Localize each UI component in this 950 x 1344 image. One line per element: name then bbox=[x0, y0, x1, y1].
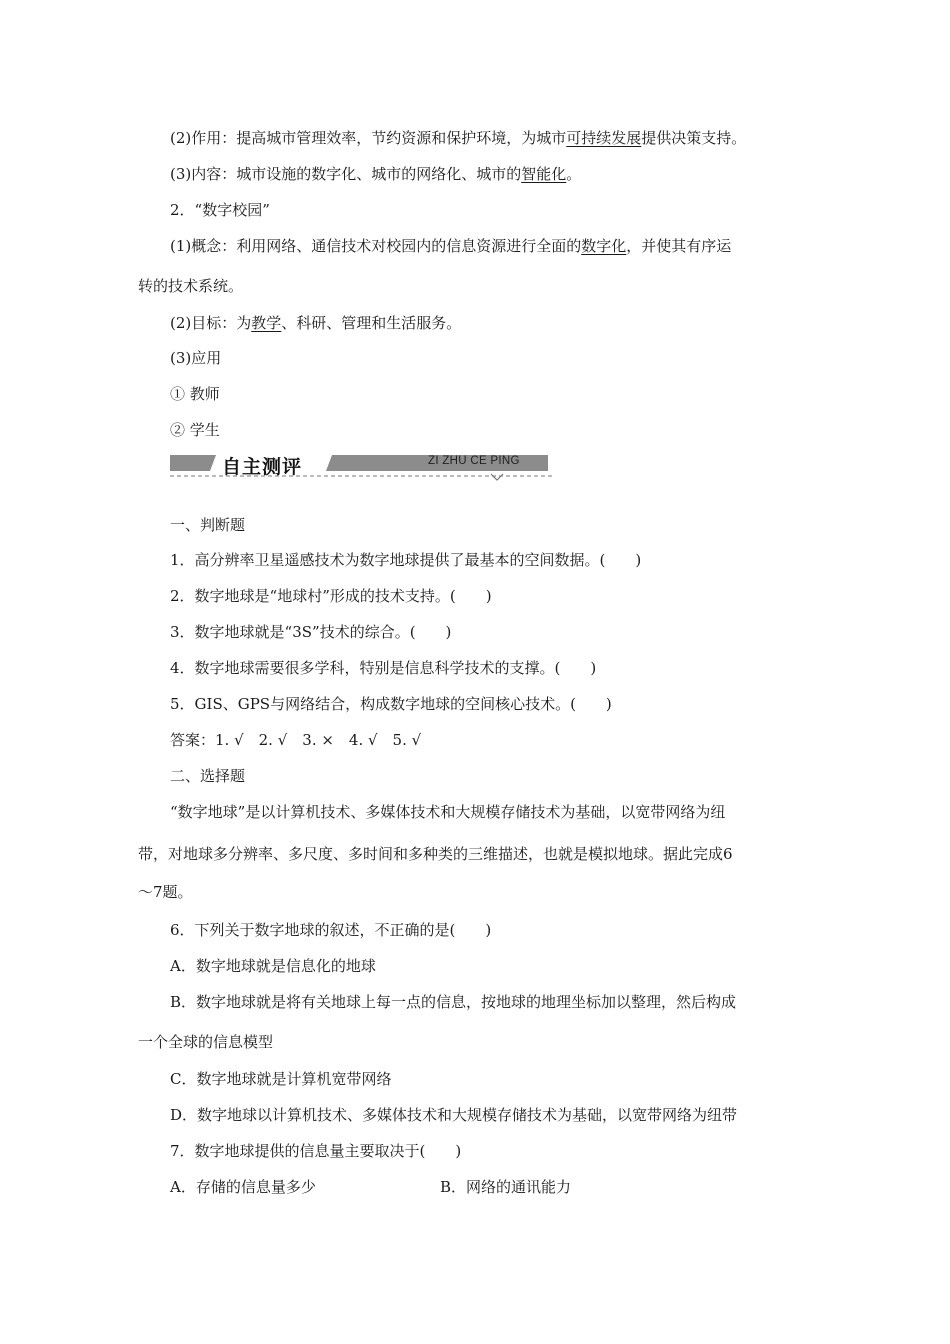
paragraph-concept: (1)概念：利用网络、通信技术对校园内的信息资源进行全面的数字化，并使其有序运 bbox=[170, 237, 732, 255]
choice-intro: “数字地球”是以计算机技术、多媒体技术和大规模存储技术为基础，以宽带网络为纽 bbox=[170, 803, 726, 821]
option-b: B．数字地球就是将有关地球上每一点的信息，按地球的地理坐标加以整理，然后构成 bbox=[170, 993, 737, 1011]
paragraph-application: (3)应用 bbox=[170, 349, 222, 367]
judge-heading: 一、判断题 bbox=[170, 516, 246, 534]
application-item: ① 教师 bbox=[170, 385, 220, 403]
chevron-down-icon bbox=[491, 474, 503, 480]
choice-intro: ～7题。 bbox=[138, 883, 193, 901]
option-a: A．存储的信息量多少 bbox=[170, 1178, 316, 1196]
banner-subtitle: ZI ZHU CE PING bbox=[428, 455, 520, 467]
underlined-term: 教学 bbox=[251, 314, 282, 332]
judge-item: 5．GIS、GPS与网络结合，构成数字地球的空间核心技术。( ) bbox=[170, 695, 612, 713]
question-7: 7．数字地球提供的信息量主要取决于( ) bbox=[170, 1142, 462, 1160]
judge-item: 1．高分辨率卫星遥感技术为数字地球提供了最基本的空间数据。( ) bbox=[170, 551, 642, 569]
judge-item: 4．数字地球需要很多学科，特别是信息科学技术的支撑。( ) bbox=[170, 659, 597, 677]
option-a: A．数字地球就是信息化的地球 bbox=[170, 957, 376, 975]
paragraph-goal: (2)目标：为教学、科研、管理和生活服务。 bbox=[170, 314, 462, 332]
judge-item: 3．数字地球就是“3S”技术的综合。( ) bbox=[170, 623, 452, 641]
option-b: B．网络的通讯能力 bbox=[440, 1178, 572, 1196]
underlined-term: 可持续发展 bbox=[566, 129, 642, 147]
judge-item: 2．数字地球是“地球村”形成的技术支持。( ) bbox=[170, 587, 492, 605]
judge-answer: 答案：1. √ 2. √ 3. × 4. √ 5. √ bbox=[170, 731, 422, 749]
paragraph-concept-cont: 转的技术系统。 bbox=[138, 277, 244, 295]
paragraph-content: (3)内容：城市设施的数字化、城市的网络化、城市的智能化。 bbox=[170, 165, 582, 183]
application-item: ② 学生 bbox=[170, 421, 220, 439]
choice-intro: 带，对地球多分辨率、多尺度、多时间和多种类的三维描述，也就是模拟地球。据此完成6 bbox=[138, 845, 733, 863]
option-d: D．数字地球以计算机技术、多媒体技术和大规模存储技术为基础，以宽带网络为纽带 bbox=[170, 1106, 738, 1124]
choice-heading: 二、选择题 bbox=[170, 767, 246, 785]
option-b-cont: 一个全球的信息模型 bbox=[138, 1033, 274, 1051]
heading-digital-campus: 2．“数字校园” bbox=[170, 201, 270, 219]
banner-title: 自主测评 bbox=[222, 456, 303, 478]
paragraph-function: (2)作用：提高城市管理效率，节约资源和保护环境，为城市可持续发展提供决策支持。 bbox=[170, 129, 747, 147]
underlined-term: 智能化 bbox=[521, 165, 567, 183]
underlined-term: 数字化 bbox=[581, 237, 627, 255]
section-banner bbox=[170, 450, 552, 482]
question-6: 6．下列关于数字地球的叙述，不正确的是( ) bbox=[170, 921, 492, 939]
option-c: C．数字地球就是计算机宽带网络 bbox=[170, 1070, 392, 1088]
